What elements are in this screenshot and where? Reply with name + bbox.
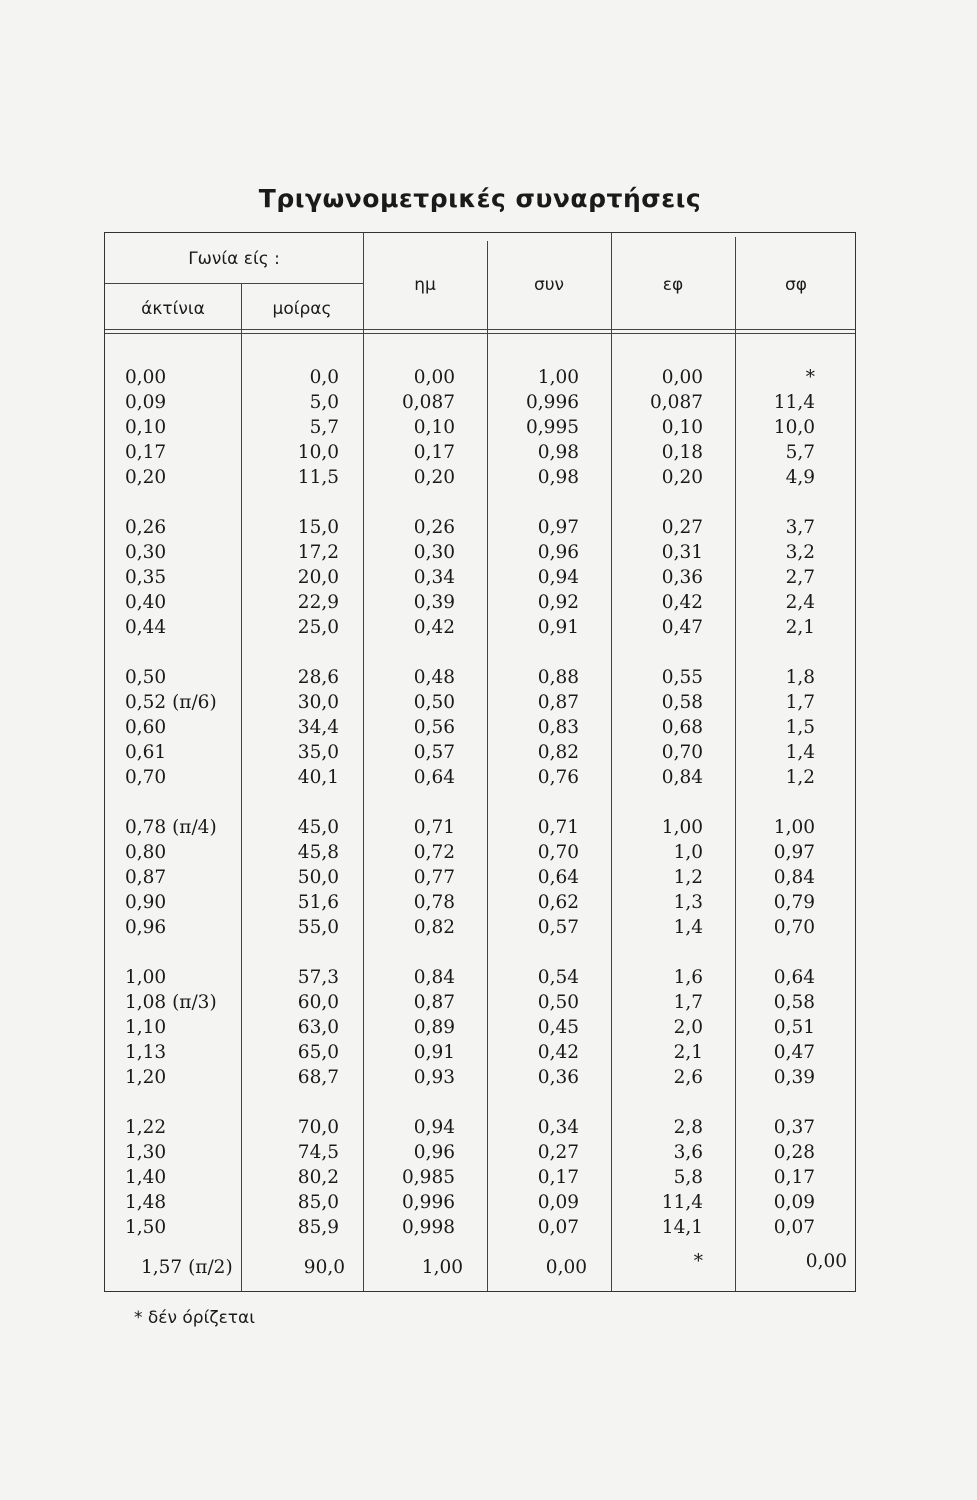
- table-cell-sin: 0,985: [402, 1167, 455, 1188]
- group-spacer: [363, 490, 455, 515]
- table-cell-sin: 0,93: [413, 1067, 455, 1088]
- table-cell-sin: 0,89: [413, 1017, 455, 1038]
- table-cell-rad: 0,35: [125, 567, 167, 588]
- column-radians: [125, 365, 241, 1240]
- table-cell-sin: 0,84: [413, 967, 455, 988]
- table-cell-deg: 5,0: [309, 392, 339, 413]
- group-spacer: [611, 790, 703, 815]
- table-cell-cot: 1,4: [785, 742, 815, 763]
- table-cell-cot: 11,4: [773, 392, 815, 413]
- table-cell-tan: 3,6: [673, 1142, 703, 1163]
- table-cell-rad: 0,17: [125, 442, 167, 463]
- group-spacer: [125, 1090, 241, 1115]
- table-cell-tan: 1,3: [673, 892, 703, 913]
- table-cell-cot: 0,17: [773, 1167, 815, 1188]
- group-spacer: [363, 1090, 455, 1115]
- table-cell-cot: 10,0: [773, 417, 815, 438]
- table-cell-sin: 0,26: [413, 517, 455, 538]
- group-spacer: [611, 940, 703, 965]
- table-cell-sin: 0,94: [413, 1117, 455, 1138]
- table-cell-sin: 0,72: [413, 842, 455, 863]
- group-spacer: [241, 490, 339, 515]
- table-cell-sin: 0,78: [413, 892, 455, 913]
- table-cell-cos: 0,96: [537, 542, 579, 563]
- table-cell-cos: 0,50: [537, 992, 579, 1013]
- group-spacer: [241, 640, 339, 665]
- table-cell-sin: 0,50: [413, 692, 455, 713]
- group-spacer: [363, 790, 455, 815]
- header-cot: σφ: [785, 275, 807, 295]
- table-cell-deg: 74,5: [297, 1142, 339, 1163]
- group-spacer: [125, 640, 241, 665]
- table-cell-deg: 22,9: [297, 592, 339, 613]
- table-cell-sin: 0,77: [413, 867, 455, 888]
- table-cell-rad: 1,30: [125, 1142, 167, 1163]
- page-title: Τριγωνομετρικές συναρτήσεις: [258, 184, 702, 213]
- header-degrees: μοίρας: [272, 299, 332, 319]
- header-subrule: [105, 283, 363, 284]
- group-spacer: [487, 490, 579, 515]
- table-cell-sin: 0,87: [413, 992, 455, 1013]
- table-cell-sin: 0,91: [413, 1042, 455, 1063]
- table-cell-rad: 1,10: [125, 1017, 167, 1038]
- table-cell-sin: 0,39: [413, 592, 455, 613]
- table-cell-cos: 0,87: [537, 692, 579, 713]
- column-degrees: [241, 365, 339, 1240]
- column-cot: [735, 365, 815, 1240]
- header-sin: ημ: [414, 275, 436, 295]
- table-cell-deg: 25,0: [297, 617, 339, 638]
- group-spacer: [363, 640, 455, 665]
- last-row-cot: 0,00: [805, 1251, 847, 1272]
- table-cell-cot: 1,7: [785, 692, 815, 713]
- table-cell-cot: 0,79: [773, 892, 815, 913]
- table-cell-cos: 0,54: [537, 967, 579, 988]
- table-cell-sin: 0,82: [413, 917, 455, 938]
- table-cell-cot: 2,7: [785, 567, 815, 588]
- table-cell-cot: 0,97: [773, 842, 815, 863]
- table-cell-cos: 0,98: [537, 442, 579, 463]
- table-cell-deg: 20,0: [297, 567, 339, 588]
- table-cell-tan: 2,0: [673, 1017, 703, 1038]
- table-cell-rad: 0,44: [125, 617, 167, 638]
- table-cell-deg: 45,0: [297, 817, 339, 838]
- table-cell-cot: 0,09: [773, 1192, 815, 1213]
- table-cell-cot: 2,1: [785, 617, 815, 638]
- group-spacer: [735, 640, 815, 665]
- table-cell-cot: *: [805, 367, 815, 388]
- table-cell-sin: 0,71: [413, 817, 455, 838]
- table-cell-deg: 40,1: [297, 767, 339, 788]
- table-cell-rad: 0,80: [125, 842, 167, 863]
- table-cell-cot: 1,00: [773, 817, 815, 838]
- table-cell-cot: 0,70: [773, 917, 815, 938]
- last-row-cos: 0,00: [545, 1257, 587, 1278]
- table-cell-tan: 1,4: [673, 917, 703, 938]
- table-cell-cos: 0,34: [537, 1117, 579, 1138]
- table-cell-rad: 1,40: [125, 1167, 167, 1188]
- table-cell-tan: 2,6: [673, 1067, 703, 1088]
- table-cell-rad: 1,13: [125, 1042, 167, 1063]
- table-cell-rad: 0,90: [125, 892, 167, 913]
- table-cell-tan: 0,27: [661, 517, 703, 538]
- table-cell-cos: 0,82: [537, 742, 579, 763]
- table-cell-cot: 5,7: [785, 442, 815, 463]
- table-cell-cos: 0,42: [537, 1042, 579, 1063]
- table-cell-deg: 50,0: [297, 867, 339, 888]
- table-cell-tan: 0,58: [661, 692, 703, 713]
- table-cell-tan: 2,8: [673, 1117, 703, 1138]
- table-cell-rad: 0,70: [125, 767, 167, 788]
- table-cell-cos: 0,17: [537, 1167, 579, 1188]
- group-spacer: [125, 490, 241, 515]
- group-spacer: [487, 640, 579, 665]
- group-spacer: [487, 940, 579, 965]
- group-spacer: [241, 940, 339, 965]
- header-rule: [105, 329, 855, 330]
- table-cell-tan: 0,10: [661, 417, 703, 438]
- header-tan: εφ: [662, 275, 684, 295]
- table-cell-rad: 0,30: [125, 542, 167, 563]
- column-tan: [611, 365, 703, 1240]
- table-cell-cot: 0,51: [773, 1017, 815, 1038]
- table-cell-cos: 0,64: [537, 867, 579, 888]
- table-cell-rad: 1,50: [125, 1217, 167, 1238]
- table-cell-cos: 0,83: [537, 717, 579, 738]
- table-cell-rad: 0,60: [125, 717, 167, 738]
- table-cell-sin: 0,087: [402, 392, 455, 413]
- table-cell-deg: 45,8: [297, 842, 339, 863]
- group-spacer: [125, 790, 241, 815]
- table-cell-deg: 55,0: [297, 917, 339, 938]
- table-cell-tan: 0,55: [661, 667, 703, 688]
- table-cell-tan: 11,4: [661, 1192, 703, 1213]
- table-cell-deg: 68,7: [297, 1067, 339, 1088]
- table-cell-deg: 51,6: [297, 892, 339, 913]
- table-cell-deg: 15,0: [297, 517, 339, 538]
- table-cell-tan: 0,47: [661, 617, 703, 638]
- table-cell-tan: 0,70: [661, 742, 703, 763]
- table-cell-cos: 0,995: [526, 417, 579, 438]
- table-cell-tan: 1,2: [673, 867, 703, 888]
- table-cell-rad: 0,26: [125, 517, 167, 538]
- table-cell-cos: 0,88: [537, 667, 579, 688]
- table-cell-rad: 0,78 (π/4): [125, 817, 217, 838]
- header-angle-group: Γωνία είς :: [188, 249, 280, 269]
- table-cell-sin: 0,30: [413, 542, 455, 563]
- table-cell-cot: 0,07: [773, 1217, 815, 1238]
- table-cell-rad: 1,48: [125, 1192, 167, 1213]
- table-cell-rad: 0,40: [125, 592, 167, 613]
- table-cell-rad: 0,09: [125, 392, 167, 413]
- table-cell-cot: 0,37: [773, 1117, 815, 1138]
- group-spacer: [611, 640, 703, 665]
- table-cell-cot: 0,39: [773, 1067, 815, 1088]
- table-cell-rad: 0,00: [125, 367, 167, 388]
- table-cell-rad: 0,20: [125, 467, 167, 488]
- table-cell-deg: 11,5: [297, 467, 339, 488]
- table-cell-sin: 0,57: [413, 742, 455, 763]
- table-cell-cot: 0,47: [773, 1042, 815, 1063]
- table-cell-cos: 0,91: [537, 617, 579, 638]
- table-cell-cos: 0,92: [537, 592, 579, 613]
- table-cell-rad: 0,87: [125, 867, 167, 888]
- table-cell-cot: 1,2: [785, 767, 815, 788]
- group-spacer: [487, 790, 579, 815]
- table-cell-tan: 5,8: [673, 1167, 703, 1188]
- table-cell-rad: 0,52 (π/6): [125, 692, 217, 713]
- table-cell-cos: 0,09: [537, 1192, 579, 1213]
- table-cell-cot: 3,7: [785, 517, 815, 538]
- header-rule-double: [105, 333, 855, 334]
- table-cell-rad: 0,61: [125, 742, 167, 763]
- table-cell-cos: 0,996: [526, 392, 579, 413]
- table-cell-rad: 0,50: [125, 667, 167, 688]
- table-cell-cot: 0,28: [773, 1142, 815, 1163]
- last-row-degrees: 90,0: [303, 1257, 345, 1278]
- table-cell-tan: 0,36: [661, 567, 703, 588]
- table-cell-tan: 1,7: [673, 992, 703, 1013]
- table-cell-deg: 60,0: [297, 992, 339, 1013]
- header-cos: συν: [533, 275, 565, 295]
- table-cell-deg: 10,0: [297, 442, 339, 463]
- table-cell-tan: 0,42: [661, 592, 703, 613]
- table-cell-deg: 57,3: [297, 967, 339, 988]
- table-cell-rad: 1,22: [125, 1117, 167, 1138]
- table-cell-deg: 80,2: [297, 1167, 339, 1188]
- table-cell-sin: 0,96: [413, 1142, 455, 1163]
- table-cell-cot: 1,8: [785, 667, 815, 688]
- last-row-radians: 1,57 (π/2): [141, 1257, 233, 1278]
- table-cell-sin: 0,64: [413, 767, 455, 788]
- group-spacer: [241, 1090, 339, 1115]
- table-cell-deg: 65,0: [297, 1042, 339, 1063]
- table-cell-rad: 0,10: [125, 417, 167, 438]
- table-cell-cos: 0,71: [537, 817, 579, 838]
- table-cell-cos: 0,94: [537, 567, 579, 588]
- table-cell-sin: 0,17: [413, 442, 455, 463]
- table-cell-tan: 0,18: [661, 442, 703, 463]
- table-cell-cos: 0,57: [537, 917, 579, 938]
- table-cell-sin: 0,34: [413, 567, 455, 588]
- table-cell-cot: 0,64: [773, 967, 815, 988]
- table-cell-cos: 1,00: [537, 367, 579, 388]
- table-cell-cos: 0,27: [537, 1142, 579, 1163]
- group-spacer: [735, 1090, 815, 1115]
- table-cell-sin: 0,20: [413, 467, 455, 488]
- table-cell-sin: 0,10: [413, 417, 455, 438]
- column-cos: [487, 365, 579, 1240]
- trig-table: [104, 232, 856, 1292]
- table-cell-rad: 1,20: [125, 1067, 167, 1088]
- last-row-tan: *: [693, 1251, 703, 1272]
- column-sin: [363, 365, 455, 1240]
- table-cell-tan: 0,087: [650, 392, 703, 413]
- table-cell-deg: 85,0: [297, 1192, 339, 1213]
- table-cell-sin: 0,48: [413, 667, 455, 688]
- table-cell-sin: 0,56: [413, 717, 455, 738]
- table-cell-rad: 1,08 (π/3): [125, 992, 217, 1013]
- table-cell-tan: 1,6: [673, 967, 703, 988]
- group-spacer: [611, 1090, 703, 1115]
- table-cell-deg: 28,6: [297, 667, 339, 688]
- table-cell-tan: 1,00: [661, 817, 703, 838]
- table-cell-cos: 0,36: [537, 1067, 579, 1088]
- footnote: * δέν όρίζεται: [134, 1308, 255, 1328]
- table-cell-tan: 14,1: [661, 1217, 703, 1238]
- table-cell-deg: 35,0: [297, 742, 339, 763]
- group-spacer: [611, 490, 703, 515]
- group-spacer: [363, 940, 455, 965]
- table-cell-cos: 0,70: [537, 842, 579, 863]
- table-cell-deg: 5,7: [309, 417, 339, 438]
- last-row-sin: 1,00: [421, 1257, 463, 1278]
- table-cell-deg: 30,0: [297, 692, 339, 713]
- table-cell-sin: 0,42: [413, 617, 455, 638]
- group-spacer: [125, 940, 241, 965]
- table-cell-deg: 85,9: [297, 1217, 339, 1238]
- group-spacer: [735, 490, 815, 515]
- table-cell-deg: 17,2: [297, 542, 339, 563]
- table-cell-tan: 0,84: [661, 767, 703, 788]
- table-cell-deg: 34,4: [297, 717, 339, 738]
- table-cell-sin: 0,996: [402, 1192, 455, 1213]
- table-cell-rad: 0,96: [125, 917, 167, 938]
- table-cell-cos: 0,07: [537, 1217, 579, 1238]
- table-cell-cos: 0,76: [537, 767, 579, 788]
- table-cell-tan: 1,0: [673, 842, 703, 863]
- group-spacer: [487, 1090, 579, 1115]
- group-spacer: [241, 790, 339, 815]
- table-cell-tan: 0,20: [661, 467, 703, 488]
- table-cell-tan: 0,31: [661, 542, 703, 563]
- table-cell-cos: 0,98: [537, 467, 579, 488]
- table-cell-deg: 63,0: [297, 1017, 339, 1038]
- table-cell-sin: 0,998: [402, 1217, 455, 1238]
- table-cell-cot: 0,84: [773, 867, 815, 888]
- table-cell-cot: 2,4: [785, 592, 815, 613]
- table-cell-cos: 0,45: [537, 1017, 579, 1038]
- table-cell-tan: 0,68: [661, 717, 703, 738]
- table-cell-deg: 70,0: [297, 1117, 339, 1138]
- table-cell-cot: 4,9: [785, 467, 815, 488]
- table-cell-cot: 1,5: [785, 717, 815, 738]
- table-cell-cot: 3,2: [785, 542, 815, 563]
- table-cell-tan: 0,00: [661, 367, 703, 388]
- header-radians: άκτίνια: [141, 299, 205, 319]
- table-cell-deg: 0,0: [309, 367, 339, 388]
- table-cell-tan: 2,1: [673, 1042, 703, 1063]
- group-spacer: [735, 940, 815, 965]
- group-spacer: [735, 790, 815, 815]
- table-cell-rad: 1,00: [125, 967, 167, 988]
- table-cell-sin: 0,00: [413, 367, 455, 388]
- table-cell-cos: 0,97: [537, 517, 579, 538]
- table-cell-cos: 0,62: [537, 892, 579, 913]
- table-cell-cot: 0,58: [773, 992, 815, 1013]
